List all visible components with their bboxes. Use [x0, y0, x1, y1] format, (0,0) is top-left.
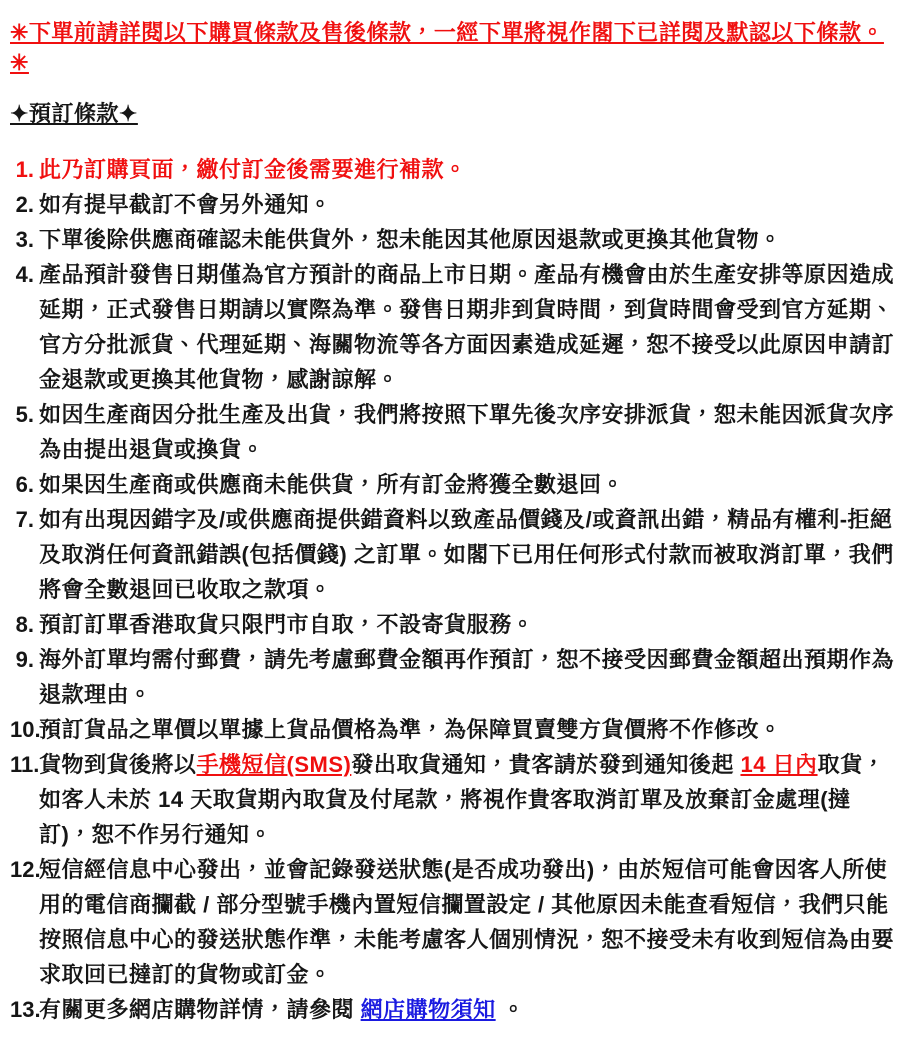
term-item [10, 852, 897, 992]
text-segment: 產品預計發售日期僅為官方預計的商品上市日期。產品有機會由於生產安排等原因造成延期，正式發售日期請以實際為準。發售日期非到貨時間，到貨時間會受到官方延期、官方分批派貨、代理延期、海關物流等各方面因素造成延遲，恕不接受以此原因申請訂金退款或更換其他貨物，感謝諒解。 [39, 262, 895, 392]
text-segment: 取貨，如客人未於 14 天取貨期內取貨及付尾款，將視作貴客取消訂單及放棄訂金處理(撻訂)，恕不作另行通知。 [39, 752, 886, 847]
term-item-number: 1. [15, 157, 34, 182]
shop-notice-link[interactable]: 網店購物須知 [360, 997, 496, 1022]
term-item-number: 6. [15, 472, 34, 497]
term-item [10, 187, 897, 222]
purchase-terms-header: ✳下單前請詳閱以下購買條款及售後條款，一經下單將視作閣下已詳閱及默認以下條款。✳ [10, 20, 884, 75]
text-segment: 有關更多網店購物詳情，請參閱 [39, 997, 361, 1022]
term-item [10, 992, 897, 1027]
preorder-terms-title: ✦預訂條款✦ [10, 101, 138, 126]
term-item [10, 397, 897, 467]
term-item-text [39, 752, 885, 847]
term-item-text [39, 472, 624, 497]
term-item [10, 222, 897, 257]
text-segment: 貨物到貨後將以 [39, 752, 197, 777]
term-item-text [39, 227, 782, 252]
term-item [10, 712, 897, 747]
term-item [10, 642, 897, 712]
term-item-number: 5. [15, 402, 34, 427]
red-emphasis-text: 手機短信(SMS) [196, 752, 352, 777]
text-segment: 如果因生產商或供應商未能供貨，所有訂金將獲全數退回。 [39, 472, 625, 497]
term-item [10, 467, 897, 502]
term-item-number: 9. [15, 647, 34, 672]
text-segment: 海外訂單均需付郵費，請先考慮郵費金額再作預訂，恕不接受因郵費金額超出預期作為退款理由。 [39, 647, 895, 707]
term-item-text [39, 717, 782, 742]
term-item-text [39, 192, 332, 217]
term-item-text [39, 997, 525, 1022]
term-item-number: 8. [15, 612, 34, 637]
term-item [10, 607, 897, 642]
term-item-number: 10. [10, 717, 41, 742]
term-item-number: 7. [15, 507, 34, 532]
text-segment: 預訂訂單香港取貨只限門市自取，不設寄貨服務。 [39, 612, 535, 637]
text-segment: 此乃訂購頁面，繳付訂金後需要進行補款。 [39, 157, 467, 182]
term-item [10, 747, 897, 852]
text-segment: 如有出現因錯字及/或供應商提供錯資料以致產品價錢及/或資訊出錯，精品有權利-拒絕及取消任何資訊錯誤(包括價錢) 之訂單。如閣下已用任何形式付款而被取消訂單，我們將會全數退回已收取之款項。 [39, 507, 894, 602]
term-item-text [39, 157, 467, 182]
term-item [10, 502, 897, 607]
red-emphasis-text: 14 日內 [740, 752, 818, 777]
term-item-number: 12. [10, 857, 41, 882]
terms-list [10, 152, 897, 1027]
term-item-text [39, 857, 894, 987]
term-item-text [39, 402, 894, 462]
term-item-text [39, 507, 894, 602]
text-segment: 短信經信息中心發出，並會記錄發送狀態(是否成功發出)，由於短信可能會因客人所使用的電信商攔截 / 部分型號手機內置短信攔置設定 / 其他原因未能查看短信，我們只能按照信息中心的發送狀態作準，未能考慮客人個別情況，恕不接受未有收到短信為由要求取回已撻訂的貨物或訂金。 [39, 857, 895, 987]
text-segment: 如有提早截訂不會另外通知。 [39, 192, 332, 217]
text-segment: 發出取貨通知，貴客請於發到通知後起 [351, 752, 741, 777]
term-item-text [39, 647, 894, 707]
text-segment: 如因生產商因分批生產及出貨，我們將按照下單先後次序安排派貨，恕未能因派貨次序為由提出退貨或換貨。 [39, 402, 895, 462]
term-item-number: 3. [15, 227, 34, 252]
text-segment: 。 [495, 997, 525, 1022]
term-item-text [39, 612, 534, 637]
term-item-number: 2. [15, 192, 34, 217]
term-item-number: 11. [10, 752, 40, 777]
term-item [10, 257, 897, 397]
text-segment: 下單後除供應商確認未能供貨外，恕未能因其他原因退款或更換其他貨物。 [39, 227, 782, 252]
term-item [10, 152, 897, 187]
term-item-number: 4. [15, 262, 34, 287]
term-item-text [39, 262, 894, 392]
text-segment: 預訂貨品之單價以單據上貨品價格為準，為保障買賣雙方貨價將不作修改。 [39, 717, 782, 742]
term-item-number: 13. [10, 997, 41, 1022]
